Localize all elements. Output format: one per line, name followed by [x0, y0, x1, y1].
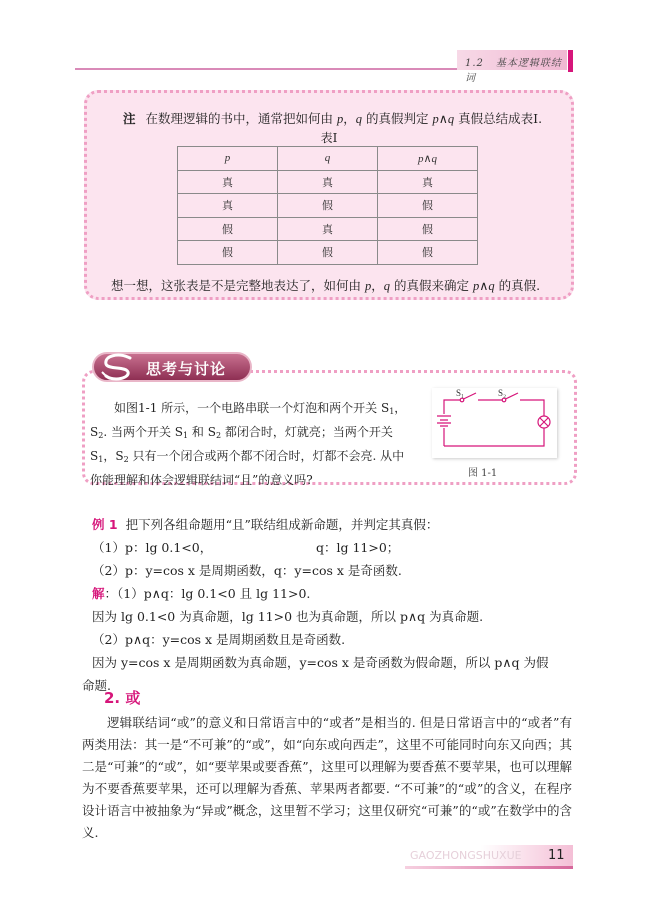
- header-section-tab: [457, 50, 567, 84]
- subscript: 1: [183, 431, 189, 440]
- table-cell: 真: [178, 170, 278, 194]
- text: . 当两个开关 S: [103, 425, 183, 439]
- note-box: [84, 90, 574, 300]
- table-header-row: [178, 147, 478, 171]
- subscript: 2: [98, 431, 104, 440]
- swirl-logo-icon: [100, 352, 136, 382]
- table-header: p: [178, 147, 278, 171]
- table-header: p∧q: [378, 147, 478, 171]
- solution-line-1: [92, 584, 310, 602]
- punct: ，: [343, 111, 356, 126]
- header-accent-mark: [568, 50, 573, 72]
- prop-p: p：lg 0.1<0，: [124, 540, 213, 555]
- note-reflection: [111, 276, 540, 294]
- prop-q: q：lg 11>0；: [316, 540, 400, 555]
- table-cell: 真: [278, 217, 378, 241]
- note-text: 真假总结成表Ⅰ.: [458, 111, 543, 126]
- figure-caption: 图 1-1: [468, 468, 498, 479]
- text: ，S: [90, 401, 407, 439]
- switch-1-label: S₁: [456, 388, 465, 398]
- text: 如图1-1 所示，一个电路串联一个灯泡和两个开关 S: [114, 401, 390, 415]
- think-discuss-badge: [92, 352, 252, 382]
- table-cell: 真: [378, 170, 478, 194]
- solution-line-4: 因为 y=cos x 是周期函数为真命题，y=cos x 是奇函数为假命题，所以 p∧q 为假: [92, 655, 549, 670]
- truth-table: [177, 146, 478, 265]
- table-cell: 假: [378, 217, 478, 241]
- badge-label: 思考与讨论: [146, 360, 227, 378]
- solution-text: ：（1）p∧q：lg 0.1<0 且 lg 11>0.: [104, 586, 311, 601]
- table-cell: 假: [278, 241, 378, 265]
- text: 只有一个闭合或两个都不闭合时，灯都不会亮. 从中你能理解和体会逻辑联结词“且”的意义吗?: [90, 449, 405, 487]
- table-row: [178, 194, 478, 218]
- example-item-1: [92, 538, 400, 556]
- solution-line-2: 因为 lg 0.1<0 为真命题，lg 11>0 也为真命题，所以 p∧q 为真命题.: [92, 609, 484, 624]
- section-paragraph: 逻辑联结词“或”的意义和日常语言中的“或者”是相当的. 但是日常语言中的“或者”有两类用法：其一是“不可兼”的“或”，如“向东或向西走”，这里不可能同时向东又向西；其二是“可兼”的“或”，如“要苹果或要香蕉”，这里可以理解为要香蕉不要苹果，也可以理解为不要香蕉要苹果，还可以理解为香蕉、苹果两者都要. “不可兼”的“或”的含义，在程序设计语言中被抽象为“异或”概念，这里暂不学习；这里仅研究“可兼”的“或”在数学中的含义.: [82, 715, 572, 840]
- table-cell: 假: [178, 217, 278, 241]
- subscript: 2: [215, 431, 222, 440]
- table-cell: 假: [178, 241, 278, 265]
- var-q: q: [355, 112, 363, 126]
- table-row: [178, 217, 478, 241]
- table-cell: 假: [278, 194, 378, 218]
- section-heading: 2. 或: [104, 689, 141, 707]
- expr-p-and-q: p∧q: [432, 112, 455, 126]
- var-p: p: [365, 279, 372, 293]
- text: 和 S: [188, 425, 216, 439]
- example-prompt-text: 把下列各组命题用“且”联结组成新命题，并判定其真假：: [125, 517, 439, 532]
- subscript: 1: [389, 407, 395, 416]
- example-item-2: （2）p：y=cos x 是周期函数，q：y=cos x 是奇函数.: [92, 563, 402, 578]
- subscript: 2: [123, 455, 129, 464]
- item-number: （1）: [92, 540, 125, 555]
- text: ，S: [103, 449, 124, 463]
- note-intro: [123, 109, 542, 127]
- circuit-diagram: [432, 388, 557, 458]
- solution-line-5: 命题.: [82, 678, 111, 693]
- var-q: q: [383, 279, 391, 293]
- footer-brand: GAOZHONGSHUXUE: [410, 849, 522, 862]
- table-title: 表Ⅰ: [320, 131, 338, 145]
- page-number: 11: [548, 848, 565, 863]
- circuit-figure: [432, 388, 557, 458]
- note-text: 想一想，这张表是不是完整地表达了，如何由: [111, 278, 362, 293]
- example-label: 例 1: [92, 517, 118, 532]
- table-cell: 假: [378, 241, 478, 265]
- punct: ，: [371, 278, 384, 293]
- var-p: p: [337, 112, 344, 126]
- note-text: 在数理逻辑的书中，通常把如何由: [145, 111, 334, 126]
- footer-rule: [405, 866, 573, 869]
- think-discuss-text: [90, 398, 408, 491]
- section-title: 基本逻辑联结词: [465, 58, 562, 84]
- switch-2-label: S₂: [498, 388, 507, 398]
- table-header: q: [278, 147, 378, 171]
- table-cell: 假: [378, 194, 478, 218]
- subscript: 1: [98, 455, 104, 464]
- table-cell: 真: [178, 194, 278, 218]
- solution-line-3: （2）p∧q：y=cos x 是周期函数且是奇函数.: [92, 632, 346, 647]
- example-prompt: [92, 515, 438, 533]
- expr-p-and-q: p∧q: [473, 279, 495, 293]
- note-text: 的真假来确定: [394, 278, 470, 293]
- section-number: 1.2: [465, 58, 484, 69]
- table-row: [178, 241, 478, 265]
- note-text: 的真假判定: [366, 111, 429, 126]
- table-row: [178, 170, 478, 194]
- table-cell: 真: [278, 170, 378, 194]
- note-text: 的真假.: [498, 278, 541, 293]
- note-label: 注: [123, 111, 136, 126]
- solution-label: 解: [92, 586, 105, 601]
- text: 都闭合时，灯就亮；当两个开关 S: [90, 425, 393, 463]
